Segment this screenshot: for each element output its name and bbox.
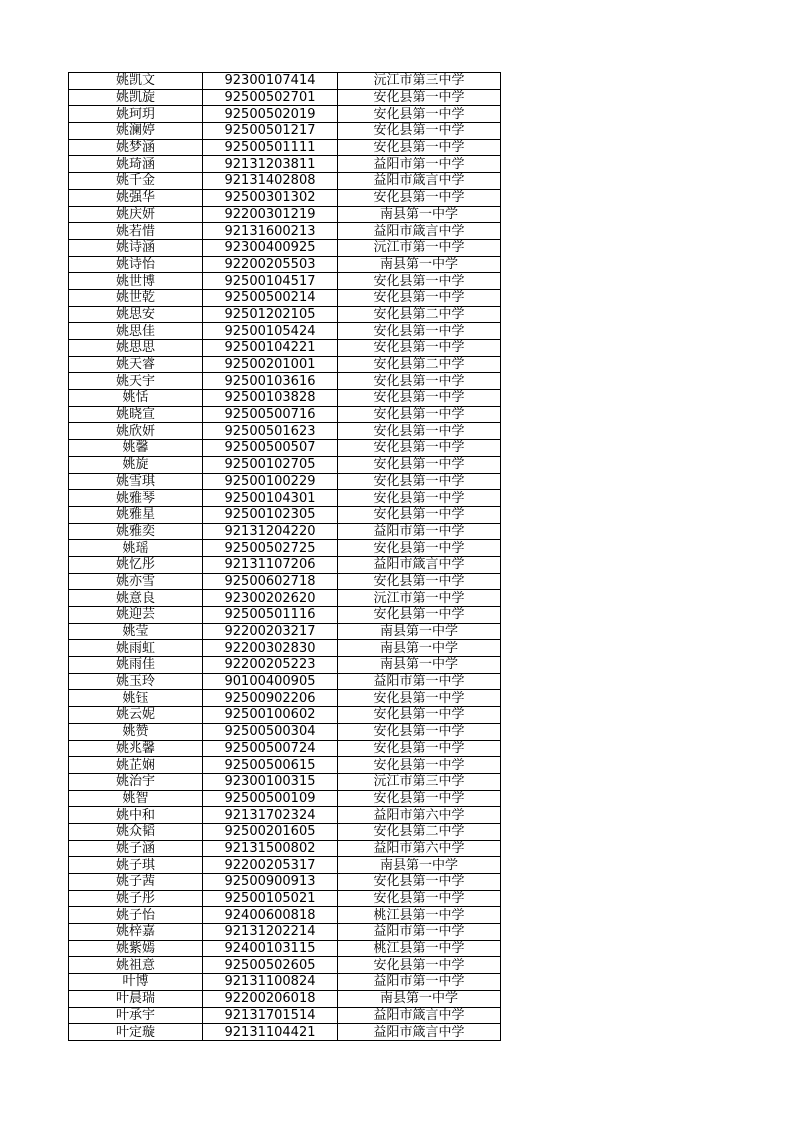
table-row [69,156,501,173]
exam-number-cell: 92500902206 [203,690,338,707]
school-name-cell: 安化县第一中学 [338,456,501,473]
table-row [69,940,501,957]
school-name-cell: 益阳市箴言中学 [338,1024,501,1041]
table-row [69,423,501,440]
table-row [69,306,501,323]
school-name-cell: 南县第一中学 [338,657,501,674]
student-name-cell: 姚馨 [69,440,203,457]
student-name-cell: 姚雨虹 [69,640,203,657]
exam-number-cell: 92500501116 [203,607,338,624]
table-row [69,623,501,640]
student-name-cell: 姚意良 [69,590,203,607]
student-name-cell: 姚世乾 [69,289,203,306]
student-name-cell: 姚欣妍 [69,423,203,440]
exam-number-cell: 92500502701 [203,89,338,106]
exam-number-cell: 92500100229 [203,473,338,490]
exam-number-cell: 92131701514 [203,1007,338,1024]
exam-number-cell: 92300100315 [203,773,338,790]
student-table [68,72,501,1041]
table-row [69,406,501,423]
student-name-cell: 姚思佳 [69,323,203,340]
table-row [69,640,501,657]
school-name-cell: 安化县第二中学 [338,823,501,840]
exam-number-cell: 92131104421 [203,1024,338,1041]
table-row [69,974,501,991]
exam-number-cell: 92500501111 [203,139,338,156]
school-name-cell: 益阳市第六中学 [338,840,501,857]
student-name-cell: 姚晓宣 [69,406,203,423]
table-row [69,223,501,240]
school-name-cell: 安化县第一中学 [338,273,501,290]
exam-number-cell: 92500301302 [203,189,338,206]
exam-number-cell: 92131402808 [203,173,338,190]
school-name-cell: 安化县第一中学 [338,123,501,140]
school-name-cell: 安化县第一中学 [338,540,501,557]
exam-number-cell: 92500103828 [203,390,338,407]
table-row [69,790,501,807]
student-name-cell: 姚若惜 [69,223,203,240]
school-name-cell: 安化县第一中学 [338,423,501,440]
student-name-cell: 姚庆妍 [69,206,203,223]
school-name-cell: 益阳市箴言中学 [338,173,501,190]
table-row [69,106,501,123]
table-row [69,590,501,607]
exam-number-cell: 92500105424 [203,323,338,340]
exam-number-cell: 92400103115 [203,940,338,957]
table-row [69,1024,501,1041]
exam-number-cell: 92131202214 [203,924,338,941]
school-name-cell: 桃江县第一中学 [338,940,501,957]
table-row [69,123,501,140]
student-name-cell: 姚琦涵 [69,156,203,173]
exam-number-cell: 92500500615 [203,757,338,774]
exam-number-cell: 92500501623 [203,423,338,440]
exam-number-cell: 92131600213 [203,223,338,240]
table-row [69,723,501,740]
table-row [69,173,501,190]
table-row [69,89,501,106]
exam-number-cell: 92131500802 [203,840,338,857]
exam-number-cell: 92400600818 [203,907,338,924]
exam-number-cell: 92500104221 [203,340,338,357]
table-row [69,340,501,357]
exam-number-cell: 92500102705 [203,456,338,473]
exam-number-cell: 92200203217 [203,623,338,640]
table-row [69,323,501,340]
table-row [69,740,501,757]
table-row [69,523,501,540]
school-name-cell: 安化县第一中学 [338,406,501,423]
school-name-cell: 益阳市第六中学 [338,807,501,824]
school-name-cell: 益阳市第一中学 [338,523,501,540]
table-row [69,390,501,407]
school-name-cell: 安化县第一中学 [338,490,501,507]
table-row [69,473,501,490]
exam-number-cell: 92200205317 [203,857,338,874]
school-name-cell: 安化县第一中学 [338,89,501,106]
table-row [69,907,501,924]
school-name-cell: 南县第一中学 [338,990,501,1007]
student-name-cell: 姚雅奕 [69,523,203,540]
school-name-cell: 安化县第一中学 [338,390,501,407]
student-name-cell: 姚诗怡 [69,256,203,273]
school-name-cell: 益阳市第一中学 [338,924,501,941]
school-name-cell: 益阳市第一中学 [338,974,501,991]
table-row [69,890,501,907]
student-name-cell: 姚云妮 [69,707,203,724]
exam-number-cell: 92500501217 [203,123,338,140]
student-table-body [69,73,501,1041]
student-name-cell: 姚澜婷 [69,123,203,140]
table-row [69,807,501,824]
exam-number-cell: 92500500716 [203,406,338,423]
exam-number-cell: 92300107414 [203,73,338,90]
table-row [69,356,501,373]
exam-number-cell: 92500502725 [203,540,338,557]
student-name-cell: 姚钰 [69,690,203,707]
table-row [69,823,501,840]
student-name-cell: 姚紫嫣 [69,940,203,957]
school-name-cell: 安化县第一中学 [338,874,501,891]
exam-number-cell: 92131203811 [203,156,338,173]
school-name-cell: 沅江市第一中学 [338,590,501,607]
exam-number-cell: 92200302830 [203,640,338,657]
table-row [69,990,501,1007]
table-row [69,373,501,390]
school-name-cell: 安化县第一中学 [338,340,501,357]
exam-number-cell: 92500602718 [203,573,338,590]
student-name-cell: 姚旋 [69,456,203,473]
table-row [69,857,501,874]
exam-number-cell: 92500104301 [203,490,338,507]
exam-number-cell: 92131702324 [203,807,338,824]
table-row [69,456,501,473]
student-name-cell: 姚迎芸 [69,607,203,624]
student-name-cell: 姚雪琪 [69,473,203,490]
table-row [69,289,501,306]
school-name-cell: 沅江市第三中学 [338,773,501,790]
exam-number-cell: 92500502019 [203,106,338,123]
student-name-cell: 姚子琪 [69,857,203,874]
student-name-cell: 叶定璇 [69,1024,203,1041]
exam-number-cell: 92500900913 [203,874,338,891]
exam-number-cell: 92200301219 [203,206,338,223]
student-name-cell: 姚兆馨 [69,740,203,757]
exam-number-cell: 92131100824 [203,974,338,991]
student-name-cell: 姚强华 [69,189,203,206]
school-name-cell: 安化县第一中学 [338,373,501,390]
table-row [69,256,501,273]
school-name-cell: 南县第一中学 [338,640,501,657]
school-name-cell: 安化县第二中学 [338,356,501,373]
student-name-cell: 叶晨瑞 [69,990,203,1007]
table-row [69,773,501,790]
table-row [69,73,501,90]
student-name-cell: 姚思思 [69,340,203,357]
student-name-cell: 姚瑶 [69,540,203,557]
school-name-cell: 安化县第一中学 [338,607,501,624]
school-name-cell: 安化县第一中学 [338,690,501,707]
student-name-cell: 姚子茜 [69,874,203,891]
table-row [69,573,501,590]
exam-number-cell: 92500102305 [203,506,338,523]
exam-number-cell: 92200206018 [203,990,338,1007]
student-name-cell: 姚治宇 [69,773,203,790]
school-name-cell: 安化县第一中学 [338,740,501,757]
table-row [69,490,501,507]
student-name-cell: 姚忆彤 [69,556,203,573]
table-row [69,206,501,223]
school-name-cell: 安化县第一中学 [338,573,501,590]
student-name-cell: 姚子怡 [69,907,203,924]
student-name-cell: 姚玉玲 [69,673,203,690]
table-row [69,273,501,290]
student-name-cell: 姚天睿 [69,356,203,373]
school-name-cell: 安化县第一中学 [338,957,501,974]
exam-number-cell: 92200205223 [203,657,338,674]
school-name-cell: 南县第一中学 [338,857,501,874]
school-name-cell: 安化县第一中学 [338,189,501,206]
student-name-cell: 姚梦涵 [69,139,203,156]
school-name-cell: 益阳市箴言中学 [338,556,501,573]
exam-number-cell: 92500500109 [203,790,338,807]
table-row [69,506,501,523]
table-row [69,1007,501,1024]
table-row [69,840,501,857]
school-name-cell: 安化县第一中学 [338,106,501,123]
student-name-cell: 姚梓嘉 [69,924,203,941]
student-name-cell: 姚千金 [69,173,203,190]
exam-number-cell: 92500104517 [203,273,338,290]
school-name-cell: 安化县第一中学 [338,323,501,340]
student-name-cell: 姚雅星 [69,506,203,523]
school-name-cell: 南县第一中学 [338,256,501,273]
table-row [69,607,501,624]
exam-number-cell: 92500100602 [203,707,338,724]
student-name-cell: 姚天宇 [69,373,203,390]
exam-number-cell: 92131204220 [203,523,338,540]
exam-number-cell: 92500502605 [203,957,338,974]
student-name-cell: 姚雨佳 [69,657,203,674]
school-name-cell: 安化县第一中学 [338,890,501,907]
student-name-cell: 姚莹 [69,623,203,640]
school-name-cell: 沅江市第一中学 [338,239,501,256]
school-name-cell: 安化县第一中学 [338,790,501,807]
exam-number-cell: 92500201605 [203,823,338,840]
exam-number-cell: 92500500304 [203,723,338,740]
school-name-cell: 益阳市第一中学 [338,156,501,173]
exam-number-cell: 92500105021 [203,890,338,907]
school-name-cell: 安化县第一中学 [338,139,501,156]
school-name-cell: 沅江市第三中学 [338,73,501,90]
school-name-cell: 安化县第一中学 [338,757,501,774]
student-name-cell: 姚赞 [69,723,203,740]
exam-number-cell: 92200205503 [203,256,338,273]
exam-number-cell: 92131107206 [203,556,338,573]
school-name-cell: 益阳市第一中学 [338,673,501,690]
student-name-cell: 姚子涵 [69,840,203,857]
table-row [69,440,501,457]
table-row [69,757,501,774]
exam-number-cell: 92500500724 [203,740,338,757]
school-name-cell: 安化县第一中学 [338,506,501,523]
school-name-cell: 安化县第一中学 [338,473,501,490]
student-name-cell: 姚智 [69,790,203,807]
student-name-cell: 姚雅琴 [69,490,203,507]
table-row [69,139,501,156]
student-name-cell: 姚思安 [69,306,203,323]
table-row [69,540,501,557]
table-row [69,239,501,256]
exam-number-cell: 92501202105 [203,306,338,323]
student-name-cell: 姚凯文 [69,73,203,90]
school-name-cell: 桃江县第一中学 [338,907,501,924]
school-name-cell: 益阳市箴言中学 [338,223,501,240]
student-name-cell: 姚祖意 [69,957,203,974]
table-row [69,957,501,974]
exam-number-cell: 92300202620 [203,590,338,607]
school-name-cell: 南县第一中学 [338,623,501,640]
student-name-cell: 姚凯旋 [69,89,203,106]
table-row [69,673,501,690]
exam-number-cell: 92500201001 [203,356,338,373]
table-row [69,189,501,206]
exam-number-cell: 90100400905 [203,673,338,690]
school-name-cell: 安化县第一中学 [338,440,501,457]
student-name-cell: 叶承宇 [69,1007,203,1024]
student-name-cell: 姚亦雪 [69,573,203,590]
student-name-cell: 姚诗涵 [69,239,203,256]
table-row [69,690,501,707]
table-row [69,657,501,674]
exam-number-cell: 92300400925 [203,239,338,256]
student-name-cell: 姚中和 [69,807,203,824]
student-name-cell: 姚恬 [69,390,203,407]
school-name-cell: 南县第一中学 [338,206,501,223]
exam-number-cell: 92500500214 [203,289,338,306]
exam-number-cell: 92500500507 [203,440,338,457]
exam-number-cell: 92500103616 [203,373,338,390]
table-row [69,556,501,573]
student-name-cell: 姚芷娴 [69,757,203,774]
student-name-cell: 姚珂玥 [69,106,203,123]
school-name-cell: 安化县第二中学 [338,306,501,323]
school-name-cell: 安化县第一中学 [338,723,501,740]
student-name-cell: 叶博 [69,974,203,991]
school-name-cell: 益阳市箴言中学 [338,1007,501,1024]
school-name-cell: 安化县第一中学 [338,289,501,306]
table-row [69,924,501,941]
student-name-cell: 姚众韬 [69,823,203,840]
student-name-cell: 姚子彤 [69,890,203,907]
student-name-cell: 姚世博 [69,273,203,290]
table-row [69,707,501,724]
school-name-cell: 安化县第一中学 [338,707,501,724]
table-row [69,874,501,891]
